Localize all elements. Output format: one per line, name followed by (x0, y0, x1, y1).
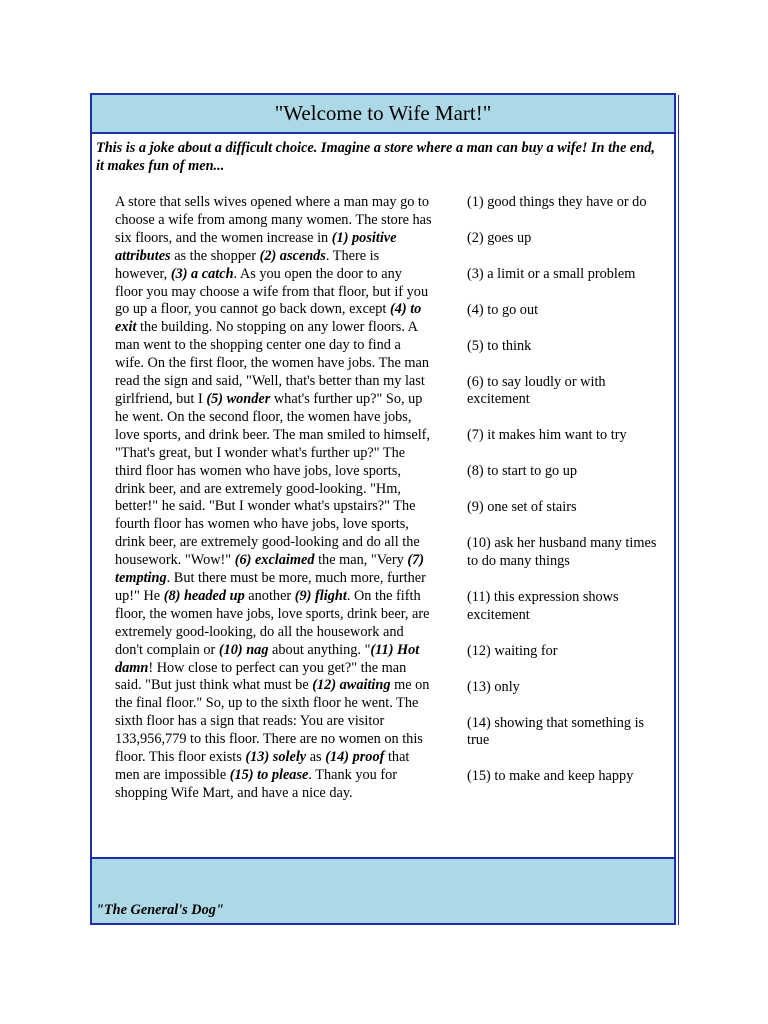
footer-bar (92, 857, 674, 923)
vocab-term: (5) wonder (206, 390, 271, 407)
story-segment: . On the fifth floor, the women have jobs, love sports, drink beer, are extremely good-looking, do all the housework and don't complain or (115, 587, 430, 658)
glossary-item: (3) a limit or a small problem (467, 265, 636, 282)
glossary-item: (10) ask her husband many times to do many things (467, 535, 657, 569)
story-segment: ! How close to perfect can you get?" the man said. "But just think what must be (115, 659, 407, 694)
glossary-item: (1) good things they have or do (467, 194, 647, 210)
story-segment: . Thank you for shopping Wife Mart, and have a nice day. (115, 767, 398, 801)
story-segment: as (306, 749, 326, 766)
glossary-item: (12) waiting for (467, 642, 558, 659)
story-segment: . As you open the door to any floor you may choose a wife from that floor, but if you go up a floor, you cannot go back down, except (115, 265, 429, 318)
vocab-term: (6) exclaimed (234, 552, 315, 569)
glossary-item: (7) it makes him want to try (467, 427, 627, 444)
story-segment: . But there must be more, much more, further up!" He (115, 570, 426, 604)
glossary-item: (13) only (467, 678, 520, 695)
vocab-term: (1) positive attributes (115, 229, 397, 264)
glossary-item: (4) to go out (467, 301, 539, 318)
glossary-item: (2) goes up (467, 229, 532, 246)
title-bar (92, 95, 674, 134)
glossary-item: (14) showing that something is true (467, 714, 645, 749)
story-segment: me on the final floor." So, up to the sixth floor he went. The sixth floor has a sign that reads: You are visitor 133,956,779 to this floor. There are no women on this floor. This floor exists (115, 677, 430, 766)
vocab-term: (3) a catch (170, 265, 234, 282)
vocab-term: (10) nag (218, 641, 269, 658)
story-segment: what's further up?" So, up he went. On the second floor, the women have jobs, love sports, and drink beer. The man smiled to himself, "That's great, but I wonder what's further up?" The third floor has women who have jobs, love sports, drink beer, and are extremely good-looking. "Hm, better!" he said. "But I wonder what's upstairs?" The fourth floor has women who have jobs, love sports, drink beer, are extremely good-looking and do all the housework. "Wow!" (115, 390, 431, 569)
vocab-term: (14) proof (325, 749, 385, 766)
document-frame (90, 93, 676, 925)
vocab-term: (7) tempting (115, 552, 424, 587)
glossary-list (467, 194, 667, 804)
glossary-item: (5) to think (467, 337, 532, 354)
story-segment: as the shopper (170, 247, 260, 264)
story-segment: . There is however, (115, 247, 380, 282)
vocab-term: (8) headed up (163, 587, 245, 604)
story-segment: A store that sells wives opened where a man may go to choose a wife from among many women. The store has six floors, and the women increase in (115, 194, 432, 246)
glossary-item: (15) to make and keep happy (467, 768, 634, 785)
story-segment: the building. No stopping on any lower floors. A man went to the shopping center one day to find a wife. On the first floor, the women have jobs. The man read the sign and said, "Well, that's better than my last girlfriend, but I (115, 319, 430, 407)
story-segment: about anything. " (268, 641, 371, 658)
vocab-term: (11) Hot damn (115, 641, 420, 676)
glossary-item: (8) to start to go up (467, 463, 577, 480)
footer-title: "The General's Dog" (96, 902, 224, 918)
glossary-item: (9) one set of stairs (467, 499, 577, 516)
story-segment: another (244, 587, 295, 604)
intro-text: This is a joke about a difficult choice. Imagine a store where a man can buy a wife! In the end, it makes fun of men... (96, 140, 655, 174)
vocab-term: (4) to exit (115, 301, 422, 336)
vocab-term: (9) flight (294, 587, 347, 604)
story-text (115, 194, 433, 803)
vocab-term: (15) to please (229, 767, 309, 783)
vocab-term: (12) awaiting (312, 677, 391, 694)
glossary-item: (6) to say loudly or with excitement (467, 373, 606, 408)
vocab-term: (13) solely (245, 749, 307, 766)
glossary-item: (11) this expression shows excitement (467, 588, 619, 623)
story-segment: that men are impossible (115, 749, 410, 783)
story-segment: the man, "Very (314, 552, 408, 569)
page-title: "Welcome to Wife Mart!" (274, 101, 492, 125)
vocab-term: (2) ascends (259, 247, 326, 264)
